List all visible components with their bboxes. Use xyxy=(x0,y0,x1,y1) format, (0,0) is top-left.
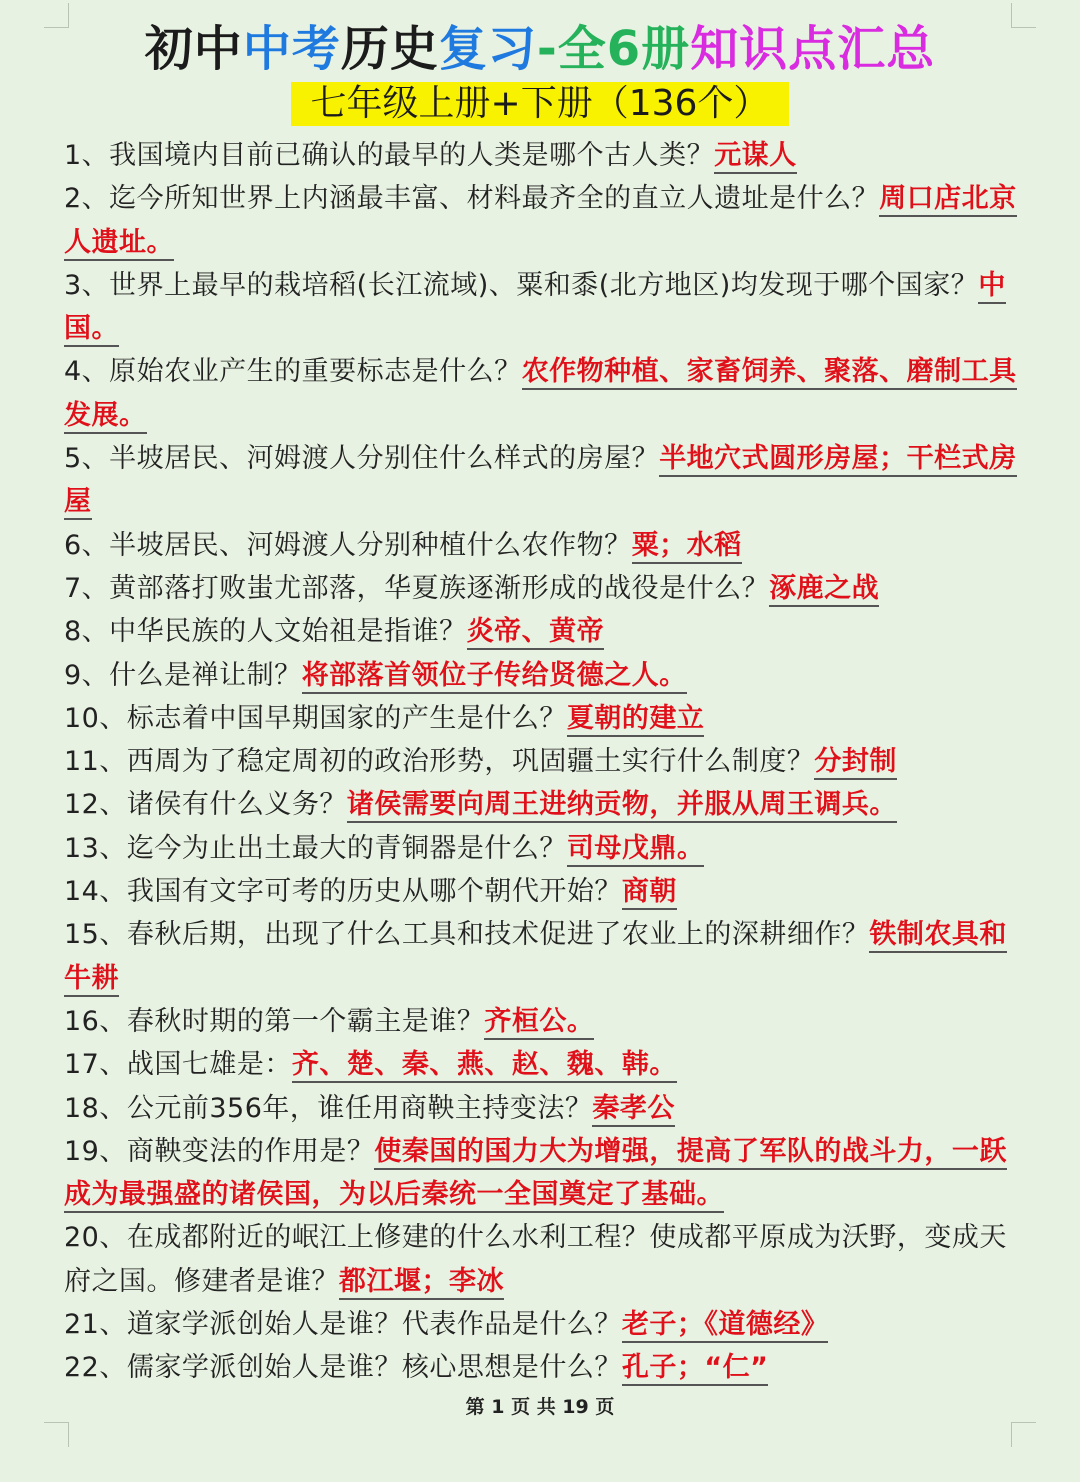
answer-text: 中国。 xyxy=(64,270,1006,347)
question-text: 22、儒家学派创始人是谁？核心思想是什么？ xyxy=(64,1352,622,1384)
answer-text: 齐、楚、秦、燕、赵、魏、韩。 xyxy=(292,1049,677,1083)
page-number: 第 1 页 共 19 页 xyxy=(465,1396,615,1418)
title-part-2: 中考 xyxy=(242,21,341,77)
answer-text: 周口店北京人遗址。 xyxy=(64,183,1017,260)
question-list xyxy=(64,134,1020,1390)
question-text: 1、我国境内目前已确认的最早的人类是哪个古人类？ xyxy=(64,140,715,171)
question-text: 11、西周为了稳定周初的政治形势，巩固疆土实行什么制度？ xyxy=(64,746,815,778)
answer-text: 诸侯需要向周王进纳贡物，并服从周王调兵。 xyxy=(347,789,897,823)
answer-text: 元谋人 xyxy=(714,140,797,174)
list-item xyxy=(64,1130,1020,1217)
answer-text: 使秦国的国力大为增强，提高了军队的战斗力，一跃成为最强盛的诸侯国，为以后秦统一全国奠定了基础。 xyxy=(64,1136,1007,1213)
list-item xyxy=(64,1087,1020,1130)
question-text: 8、中华民族的人文始祖是指谁？ xyxy=(64,616,467,648)
list-item xyxy=(64,654,1020,697)
question-text: 2、迄今所知世界上内涵最丰富、材料最齐全的直立人遗址是什么？ xyxy=(64,183,880,215)
answer-text: 炎帝、黄帝 xyxy=(467,616,605,650)
answer-text: 齐桓公。 xyxy=(484,1006,594,1040)
list-item xyxy=(64,1043,1020,1086)
question-text: 9、什么是禅让制？ xyxy=(64,659,302,691)
crop-mark-bottom-right xyxy=(1011,1422,1036,1447)
list-item xyxy=(64,437,1020,524)
title-part-5: -全6册 xyxy=(536,21,691,77)
list-item xyxy=(64,913,1020,1000)
answer-text: 粟；水稻 xyxy=(632,530,742,564)
list-item xyxy=(64,264,1020,351)
answer-text: 老子；《道德经》 xyxy=(622,1309,829,1343)
list-item xyxy=(64,1000,1020,1043)
title-part-1: 初中 xyxy=(144,21,243,77)
title-part-4: 复习 xyxy=(438,21,537,77)
title-part-6: 知识点汇总 xyxy=(690,21,936,77)
question-text: 3、世界上最早的栽培稻(长江流域)、粟和黍(北方地区)均发现于哪个国家？ xyxy=(64,269,979,301)
question-text: 13、迄今为止出土最大的青铜器是什么？ xyxy=(64,832,567,864)
list-item xyxy=(64,870,1020,913)
list-item xyxy=(64,524,1020,567)
list-item xyxy=(64,610,1020,653)
answer-text: 都江堰；李冰 xyxy=(339,1266,504,1300)
question-text: 19、商鞅变法的作用是？ xyxy=(64,1135,375,1167)
question-text: 21、道家学派创始人是谁？代表作品是什么？ xyxy=(64,1309,622,1341)
list-item xyxy=(64,827,1020,870)
answer-text: 分封制 xyxy=(814,746,897,780)
question-text: 5、半坡居民、河姆渡人分别住什么样式的房屋？ xyxy=(64,443,660,475)
question-text: 4、原始农业产生的重要标志是什么？ xyxy=(64,356,522,388)
subtitle: 七年级上册+下册（136个） xyxy=(291,82,790,126)
answer-text: 司母戊鼎。 xyxy=(567,833,705,867)
question-text: 10、标志着中国早期国家的产生是什么？ xyxy=(64,702,567,734)
question-text: 16、春秋时期的第一个霸主是谁？ xyxy=(64,1005,485,1037)
answer-text: 将部落首领位子传给贤德之人。 xyxy=(302,660,687,694)
answer-text: 涿鹿之战 xyxy=(769,573,879,607)
answer-text: 孔子；“仁” xyxy=(622,1352,769,1386)
answer-text: 半地穴式圆形房屋；干栏式房屋 xyxy=(64,443,1017,520)
question-text: 12、诸侯有什么义务？ xyxy=(64,789,347,821)
page-title xyxy=(0,18,1080,80)
list-item xyxy=(64,567,1020,610)
subtitle-container xyxy=(0,82,1080,126)
answer-text: 农作物种植、家畜饲养、聚落、磨制工具发展。 xyxy=(64,356,1017,433)
title-part-3: 历史 xyxy=(340,21,439,77)
list-item xyxy=(64,1303,1020,1346)
question-text: 20、在成都附近的岷江上修建的什么水利工程？使成都平原成为沃野，变成天府之国。修建者是谁？ xyxy=(64,1222,1007,1297)
list-item xyxy=(64,134,1020,177)
question-text: 18、公元前356年，谁任用商鞅主持变法？ xyxy=(64,1092,593,1124)
question-text: 15、春秋后期，出现了什么工具和技术促进了农业上的深耕细作？ xyxy=(64,919,870,951)
list-item xyxy=(64,350,1020,437)
question-text: 17、战国七雄是： xyxy=(64,1049,292,1081)
question-text: 14、我国有文字可考的历史从哪个朝代开始？ xyxy=(64,876,622,908)
list-item xyxy=(64,783,1020,826)
answer-text: 夏朝的建立 xyxy=(567,703,705,737)
crop-mark-bottom-left xyxy=(44,1422,69,1447)
answer-text: 商朝 xyxy=(622,876,677,910)
list-item xyxy=(64,177,1020,264)
answer-text: 铁制农具和牛耕 xyxy=(64,919,1007,996)
list-item xyxy=(64,1216,1020,1303)
answer-text: 秦孝公 xyxy=(592,1093,675,1127)
list-item xyxy=(64,1346,1020,1389)
list-item xyxy=(64,740,1020,783)
list-item xyxy=(64,697,1020,740)
question-text: 7、黄部落打败蚩尤部落，华夏族逐渐形成的战役是什么？ xyxy=(64,572,770,604)
question-text: 6、半坡居民、河姆渡人分别种植什么农作物？ xyxy=(64,529,632,561)
